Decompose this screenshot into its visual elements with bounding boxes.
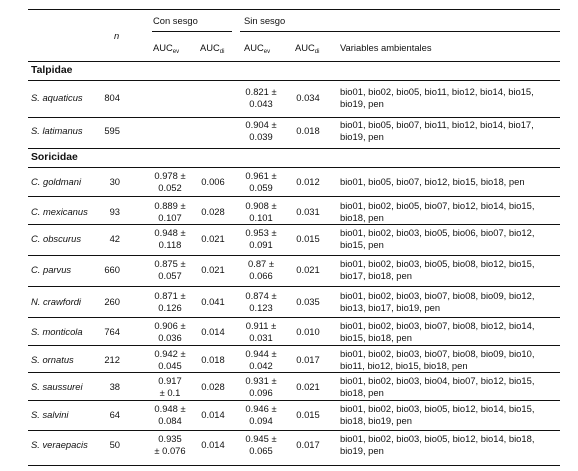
con-auc-di-value: 0.028 (201, 381, 225, 392)
sin-auc-di-value: 0.017 (296, 354, 320, 365)
con-auc-di-value: 0.014 (201, 326, 225, 337)
con-auc-di-value: 0.021 (201, 264, 225, 275)
con-sesgo-rule (152, 31, 232, 32)
species-name: S. saussurei (31, 381, 83, 392)
species-name: S. latimanus (31, 125, 83, 136)
con-auc-ev-sd: ± 0.1 (159, 387, 181, 398)
row-rule (28, 148, 560, 149)
sin-auc-di-value: 0.021 (296, 381, 320, 392)
n-value: 30 (109, 176, 120, 187)
con-auc-di-value: 0.028 (201, 206, 225, 217)
sin-auc-ev-sd: 0.031 (249, 332, 273, 343)
variables-line-2: bio15, pen (340, 239, 384, 250)
con-auc-ev-sd: 0.107 (158, 212, 182, 223)
sin-auc-ev-sd: 0.059 (249, 182, 273, 193)
row-rule (28, 465, 560, 466)
header-variables: Variables ambientales (340, 42, 432, 53)
n-value: 660 (104, 264, 120, 275)
sin-auc-ev-sd: 0.091 (249, 239, 273, 250)
sin-auc-ev-value: 0.911 ± (245, 320, 277, 331)
row-rule (28, 286, 560, 287)
sin-auc-ev-value: 0.904 ± (245, 119, 277, 130)
sin-auc-di-value: 0.017 (296, 439, 320, 450)
n-value: 50 (109, 439, 120, 450)
sin-auc-ev-sd: 0.043 (249, 98, 273, 109)
header-rule (28, 61, 560, 62)
sin-auc-ev-value: 0.945 ± (245, 433, 277, 444)
variables-line-1: bio01, bio02, bio03, bio07, bio08, bio12, bio14, (340, 320, 535, 331)
sin-auc-ev-value: 0.874 ± (245, 290, 277, 301)
sin-auc-ev-sd: 0.123 (249, 302, 273, 313)
sin-auc-ev-value: 0.946 ± (245, 403, 277, 414)
con-auc-ev-value: 0.906 ± (154, 320, 186, 331)
variables-line-2: bio19, pen (340, 445, 384, 456)
n-value: 764 (104, 326, 120, 337)
variables-line-1: bio01, bio05, bio07, bio11, bio12, bio14, bio17, (340, 119, 534, 130)
con-auc-ev-sd: 0.118 (158, 239, 182, 250)
sin-auc-ev-value: 0.953 ± (245, 227, 277, 238)
row-rule (28, 196, 560, 197)
group-label: Talpidae (31, 65, 73, 76)
sin-auc-di-value: 0.018 (296, 125, 320, 136)
species-name: N. crawfordi (31, 296, 82, 307)
n-value: 64 (109, 409, 120, 420)
species-name: C. obscurus (31, 233, 82, 244)
con-auc-di-value: 0.014 (201, 439, 225, 450)
sin-auc-di-value: 0.034 (296, 92, 320, 103)
row-rule (28, 224, 560, 225)
row-rule (28, 317, 560, 318)
sin-auc-ev-value: 0.87 ± (248, 258, 274, 269)
header-sin-sesgo: Sin sesgo (244, 15, 286, 26)
header-con-auc-di: $AUC_{di}$ (200, 42, 225, 55)
variables-line-1: bio01, bio02, bio03, bio07, bio08, bio09, bio12, (340, 290, 535, 301)
variables-line-1: bio01, bio02, bio05, bio07, bio12, bio14, bio15, (340, 200, 535, 211)
sin-auc-di-value: 0.031 (296, 206, 320, 217)
n-value: 260 (104, 296, 120, 307)
row-rule (28, 345, 560, 346)
variables-line-1: bio01, bio05, bio07, bio12, bio15, bio18, pen (340, 176, 525, 187)
con-auc-ev-value: 0.935 (158, 433, 182, 444)
species-name: S. veraepacis (31, 439, 88, 450)
variables-line-1: bio01, bio02, bio05, bio11, bio12, bio14, bio15, (340, 86, 534, 97)
sin-auc-di-value: 0.015 (296, 233, 320, 244)
header-n: n (114, 30, 120, 41)
group-label: Soricidae (31, 152, 78, 163)
species-name: C. goldmani (31, 176, 82, 187)
sin-auc-ev-value: 0.961 ± (245, 170, 277, 181)
sin-auc-ev-sd: 0.096 (249, 387, 273, 398)
sin-auc-ev-value: 0.821 ± (245, 86, 277, 97)
sin-auc-ev-value: 0.944 ± (245, 348, 277, 359)
header-sin-auc-ev: $AUC_{ev}$ (244, 42, 271, 55)
variables-line-1: bio01, bio02, bio03, bio04, bio07, bio12, bio15, (340, 375, 535, 386)
variables-line-2: bio15, bio18, pen (340, 332, 412, 343)
species-name: S. ornatus (31, 354, 74, 365)
con-auc-ev-value: 0.875 ± (154, 258, 186, 269)
sin-auc-di-value: 0.021 (296, 264, 320, 275)
species-name: C. parvus (31, 264, 72, 275)
variables-line-1: bio01, bio02, bio03, bio05, bio06, bio07, bio12, (340, 227, 535, 238)
variables-line-2: bio18, pen (340, 387, 384, 398)
con-auc-ev-value: 0.889 ± (154, 200, 186, 211)
species-name: S. aquaticus (31, 92, 83, 103)
header-sin-auc-di: $AUC_{di}$ (295, 42, 320, 55)
variables-line-2: bio11, bio12, bio15, bio18, pen (340, 360, 468, 371)
row-rule (28, 117, 560, 118)
sin-auc-ev-sd: 0.066 (249, 270, 273, 281)
variables-line-1: bio01, bio02, bio03, bio05, bio12, bio14, bio18, (340, 433, 535, 444)
sin-auc-di-value: 0.010 (296, 326, 320, 337)
sin-auc-ev-value: 0.931 ± (245, 375, 277, 386)
variables-line-2: bio19, pen (340, 131, 384, 142)
con-auc-ev-sd: 0.057 (158, 270, 182, 281)
variables-line-2: bio19, pen (340, 98, 384, 109)
row-rule (28, 167, 560, 168)
con-auc-ev-value: 0.942 ± (154, 348, 186, 359)
row-rule (28, 430, 560, 431)
sin-auc-ev-value: 0.908 ± (245, 200, 277, 211)
top-rule (28, 9, 560, 10)
variables-line-2: bio17, bio18, pen (340, 270, 412, 281)
con-auc-di-value: 0.006 (201, 176, 225, 187)
sin-auc-ev-sd: 0.101 (249, 212, 273, 223)
con-auc-di-value: 0.018 (201, 354, 225, 365)
row-rule (28, 80, 560, 81)
con-auc-ev-sd: 0.045 (158, 360, 182, 371)
con-auc-ev-value: 0.978 ± (154, 170, 186, 181)
con-auc-di-value: 0.021 (201, 233, 225, 244)
variables-line-1: bio01, bio02, bio03, bio07, bio08, bio09, bio10, (340, 348, 535, 359)
con-auc-ev-value: 0.948 ± (154, 227, 186, 238)
variables-line-2: bio13, bio17, bio19, pen (340, 302, 441, 313)
sin-auc-ev-sd: 0.094 (249, 415, 273, 426)
row-rule (28, 255, 560, 256)
con-auc-ev-value: 0.948 ± (154, 403, 186, 414)
con-auc-ev-sd: ± 0.076 (154, 445, 186, 456)
variables-line-1: bio01, bio02, bio03, bio05, bio12, bio14, bio15, (340, 403, 535, 414)
n-value: 42 (109, 233, 120, 244)
sin-sesgo-rule (240, 31, 560, 32)
variables-line-1: bio01, bio02, bio03, bio05, bio08, bio12, bio15, (340, 258, 535, 269)
species-name: S. monticola (31, 326, 83, 337)
con-auc-di-value: 0.041 (201, 296, 225, 307)
row-rule (28, 400, 560, 401)
variables-line-2: bio18, pen (340, 212, 384, 223)
row-rule (28, 372, 560, 373)
con-auc-ev-value: 0.871 ± (154, 290, 186, 301)
sin-auc-di-value: 0.035 (296, 296, 320, 307)
n-value: 595 (104, 125, 120, 136)
species-name: C. mexicanus (31, 206, 88, 217)
sin-auc-ev-sd: 0.042 (249, 360, 273, 371)
con-auc-ev-sd: 0.052 (158, 182, 182, 193)
n-value: 38 (109, 381, 120, 392)
con-auc-ev-value: 0.917 (158, 375, 182, 386)
sin-auc-ev-sd: 0.065 (249, 445, 273, 456)
sin-auc-di-value: 0.015 (296, 409, 320, 420)
header-con-auc-ev: $AUC_{ev}$ (153, 42, 180, 55)
n-value: 804 (104, 92, 120, 103)
con-auc-ev-sd: 0.084 (158, 415, 182, 426)
species-name: S. salvini (31, 409, 69, 420)
sin-auc-di-value: 0.012 (296, 176, 320, 187)
n-value: 212 (104, 354, 120, 365)
con-auc-ev-sd: 0.036 (158, 332, 182, 343)
n-value: 93 (109, 206, 120, 217)
header-con-sesgo: Con sesgo (153, 15, 198, 26)
variables-line-2: bio18, bio19, pen (340, 415, 412, 426)
sin-auc-ev-sd: 0.039 (249, 131, 273, 142)
con-auc-di-value: 0.014 (201, 409, 225, 420)
con-auc-ev-sd: 0.126 (158, 302, 182, 313)
